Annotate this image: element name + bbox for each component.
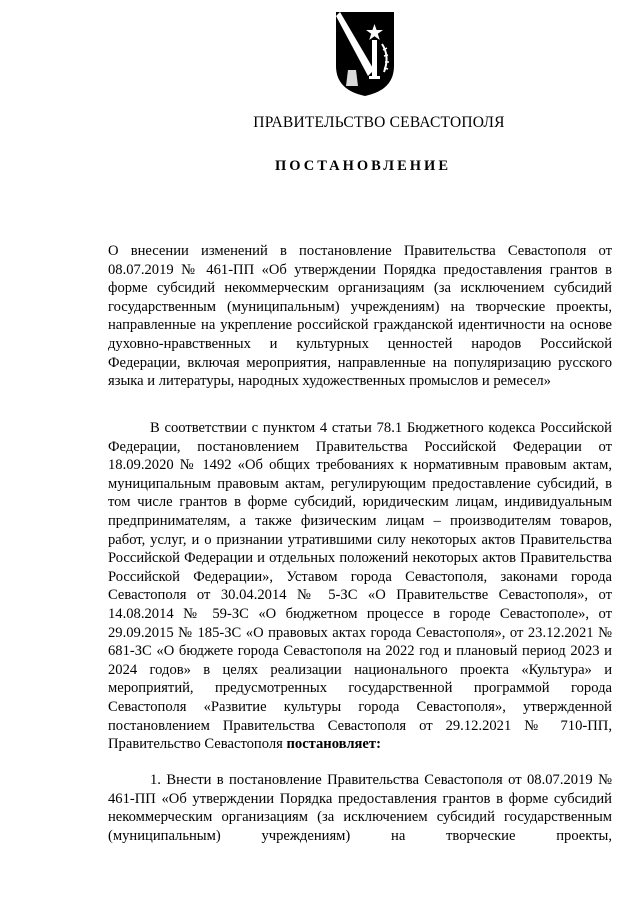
document-title: О внесении изменений в постановление Правительства Севастополя от 08.07.2019 № 461-ПП «Об утверждении Порядка предоставления грантов в форме субсидий некоммерческим организациям (за исключением субсидий государственным (муниципальным) учреждениям) на творческие проекты, направленные на укрепление российской гражданской идентичности на основе духовно-нравственных и культурных ценностей народов Российской Федерации, включая мероприятия, направленные на популяризацию русского языка и литературы, народных художественных промыслов и ремесел» <box>108 243 612 390</box>
government-name-text: ПРАВИТЕЛЬСТВО СЕВАСТОПОЛЯ <box>253 114 505 131</box>
decree-word: постановляет: <box>286 736 381 753</box>
government-name <box>0 114 640 132</box>
clause-1: 1. Внести в постановление Правительства Севастополя от 08.07.2019 № 461-ПП «Об утверждении Порядка предоставления грантов в форме субсидий некоммерческим организациям (за исключением субсидий государственным (муниципальным) учреждениям) на творческие проекты, <box>108 772 612 844</box>
document-type-text: ПОСТАНОВЛЕНИЕ <box>274 158 451 174</box>
preamble-paragraph <box>108 419 612 754</box>
document-type <box>0 158 640 175</box>
coat-of-arms-icon <box>334 10 396 98</box>
preamble-text: В соответствии с пунктом 4 статьи 78.1 Бюджетного кодекса Российской Федерации, постановлением Правительства Российской Федерации от 18.09.2020 № 1492 «Об общих требованиях к нормативным правовым актам, муниципальным правовым актам, регулирующим предоставление субсидий, в том числе грантов в форме субсидий, юридическим лицам, индивидуальным предпринимателям, а также физическим лицам – производителям товаров, работ, услуг, и о признании утратившими силу некоторых актов Правительства Российской Федерации и отдельных положений некоторых актов Правительства Российской Федерации», Уставом города Севастополя, законами города Севастополя от 30.04.2014 № 5-ЗС «О Правительстве Севастополя», от 14.08.2014 № 59-ЗС «О бюджетном процессе в городе Севастополе», от 29.09.2015 № 185-ЗС «О правовых актах города Севастополя», от 23.12.2021 № 681-ЗС «О бюджете города Севастополя на 2022 год и плановый период 2023 и 2024 годов» в целях реализации национального проекта «Культура» и мероприятий, предусмотренных государственной программой города Севастополя «Развитие культуры города Севастополя», утвержденной постановлением Правительства Севастополя от 29.12.2021 № 710-ПП, Правительство Севастополя <box>108 420 612 753</box>
